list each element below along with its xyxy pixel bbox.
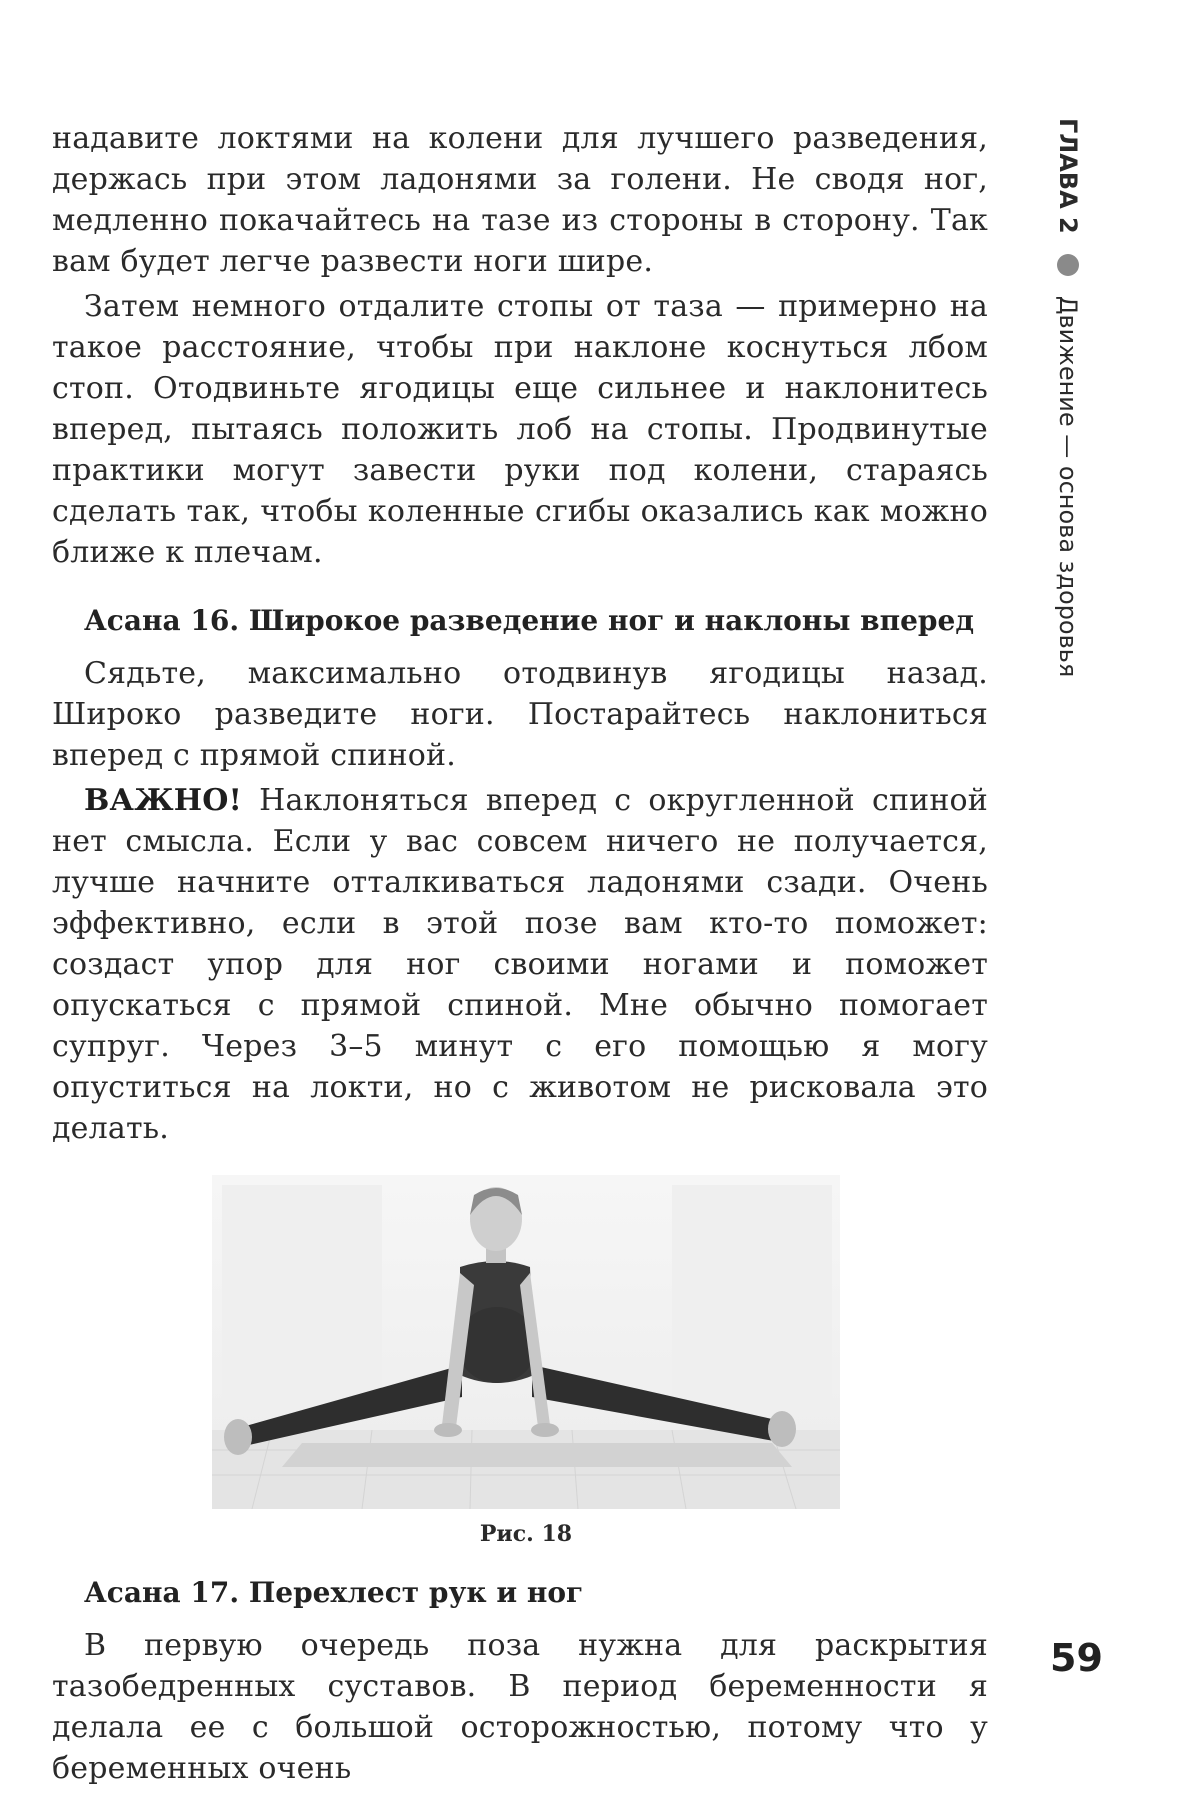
asana-16-heading: Асана 16. Широкое разведение ног и наклоны вперед xyxy=(84,604,974,637)
yoga-pose-photo xyxy=(212,1175,840,1509)
important-paragraph xyxy=(52,780,988,1149)
figure-18 xyxy=(212,1175,840,1547)
figure-caption: Рис. 18 xyxy=(479,1521,573,1547)
page-number: 59 xyxy=(1050,1636,1103,1680)
chapter-label: ГЛАВА 2 xyxy=(1054,118,1082,234)
paragraph: надавите локтями на колени для лучшего разведения, держась при этом ладонями за голени. Не сводя ног, медленно покачайтесь на тазе из стороны в сторону. Так вам будет легче развести ноги шире. xyxy=(52,121,988,279)
bullet-dot-icon xyxy=(1057,254,1079,276)
asana-17-heading: Асана 17. Перехлест рук и ног xyxy=(84,1576,584,1609)
important-label: ВАЖНО! xyxy=(84,783,242,818)
paragraph: Затем немного отдалите стопы от таза — примерно на такое расстояние, чтобы при наклоне коснуться лбом стоп. Отодвиньте ягодицы еще сильнее и наклонитесь вперед, пытаясь положить лоб на стопы. Продвинутые практики могут завести руки под колени, стараясь сделать так, чтобы коленные сгибы оказались как можно ближе к плечам. xyxy=(52,289,988,570)
chapter-title: Движение — основа здоровья xyxy=(1054,295,1082,678)
paragraph: Сядьте, максимально отодвинув ягодицы назад. Широко разведите ноги. Постарайтесь наклониться вперед с прямой спиной. xyxy=(52,656,988,773)
page-text-column xyxy=(52,118,988,1793)
important-text: Наклоняться вперед с округленной спиной нет смысла. Если у вас совсем ничего не получается, лучше начните отталкиваться ладонями сзади. Очень эффективно, если в этой позе вам кто-то поможет: создаст упор для ног своими ногами и поможет опускаться с прямой спиной. Мне обычно помогает супруг. Через 3–5 минут с его помощью я могу опуститься на локти, но с животом не рисковала это делать. xyxy=(52,783,988,1146)
chapter-sidebar xyxy=(1040,118,1090,758)
paragraph: В первую очередь поза нужна для раскрытия тазобедренных суставов. В период беременности я делала ее с большой осторожностью, потому что у беременных очень xyxy=(52,1628,988,1786)
